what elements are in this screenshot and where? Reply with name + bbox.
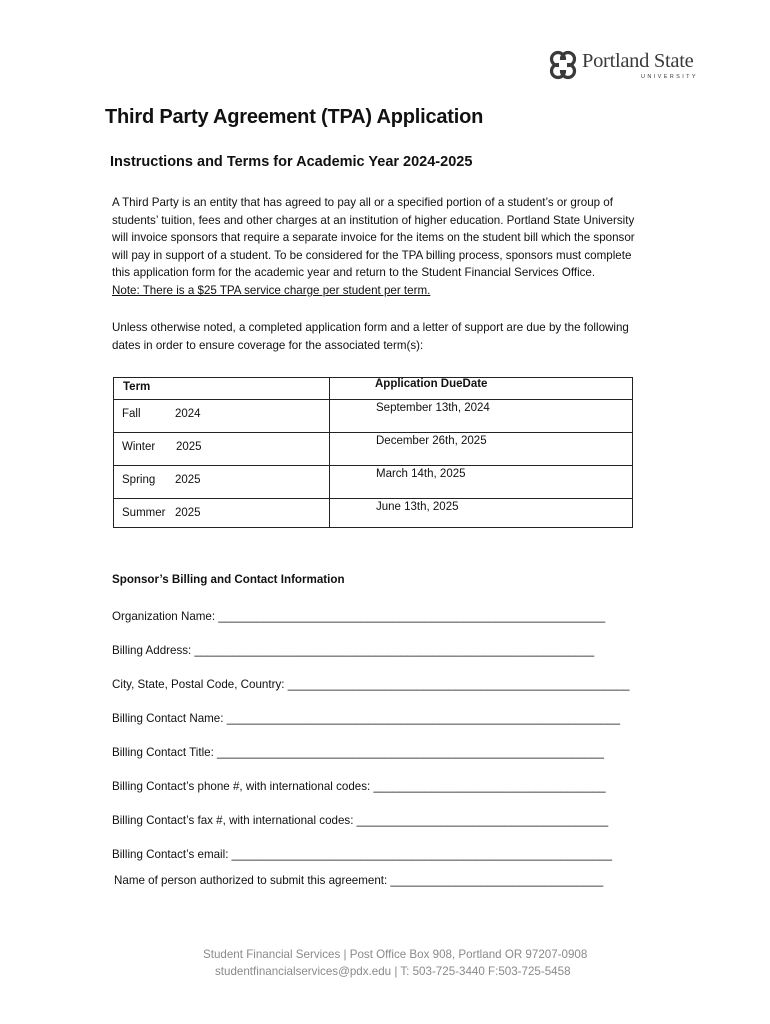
term-year: 2025 bbox=[175, 507, 201, 519]
authorized-person-field[interactable]: Name of person authorized to submit this agreement: _________________________________ bbox=[114, 874, 604, 887]
city-state-postal-country-field[interactable]: City, State, Postal Code, Country: _____________________________________________________ bbox=[112, 678, 630, 691]
section-title: Instructions and Terms for Academic Year 2024-2025 bbox=[110, 154, 473, 170]
intro-paragraph bbox=[112, 194, 702, 300]
intro-line: students’ tuition, fees and other charges at an institution of higher education. Portland State University bbox=[112, 213, 635, 227]
due-date: March 14th, 2025 bbox=[376, 468, 466, 480]
billing-contact-fax-field[interactable]: Billing Contact’s fax #, with international codes: _______________________________________ bbox=[112, 814, 609, 827]
table-row bbox=[114, 399, 632, 433]
due-date: December 26th, 2025 bbox=[376, 435, 487, 447]
footer-address: Student Financial Services | Post Office Box 908, Portland OR 97207-0908 bbox=[203, 948, 588, 961]
table-header-term: Term bbox=[123, 381, 151, 393]
logo-subtitle: UNIVERSITY bbox=[641, 74, 699, 80]
term-deadline-table bbox=[113, 377, 633, 528]
term-year: 2024 bbox=[175, 408, 201, 420]
table-header-due-date: Application DueDate bbox=[375, 378, 488, 390]
term-name: Spring bbox=[122, 474, 156, 486]
service-charge-note: Note: There is a $25 TPA service charge per student per term. bbox=[112, 283, 431, 297]
term-year: 2025 bbox=[176, 441, 202, 453]
deadline-line: Unless otherwise noted, a completed application form and a letter of support are due by the following bbox=[112, 321, 629, 334]
deadline-line: dates in order to ensure coverage for the associated term(s): bbox=[112, 338, 424, 352]
due-date: September 13th, 2024 bbox=[376, 402, 490, 414]
billing-contact-title-field[interactable]: Billing Contact Title: ____________________________________________________________ bbox=[112, 746, 604, 759]
portland-state-logo-mark-icon bbox=[546, 48, 580, 82]
billing-contact-name-field[interactable]: Billing Contact Name: _____________________________________________________________ bbox=[112, 712, 621, 725]
term-name: Winter bbox=[122, 441, 156, 453]
billing-contact-email-field[interactable]: Billing Contact’s email: ___________________________________________________________ bbox=[112, 848, 613, 861]
term-year: 2025 bbox=[175, 474, 201, 486]
term-name: Summer bbox=[122, 507, 166, 519]
organization-name-field[interactable]: Organization Name: ____________________________________________________________ bbox=[112, 610, 606, 623]
due-date: June 13th, 2025 bbox=[376, 501, 459, 513]
table-row bbox=[114, 498, 632, 529]
deadline-paragraph bbox=[112, 319, 702, 354]
logo-name: Portland State bbox=[582, 50, 694, 72]
intro-line: will pay in support of a student. To be considered for the TPA billing process, sponsors must complete bbox=[112, 248, 632, 262]
page-title: Third Party Agreement (TPA) Application bbox=[105, 106, 484, 128]
university-logo bbox=[546, 46, 706, 86]
intro-line: this application form for the academic year and return to the Student Financial Services Office. bbox=[112, 266, 596, 280]
table-row bbox=[114, 432, 632, 466]
intro-line: A Third Party is an entity that has agreed to pay all or a specified portion of a student’s or group of bbox=[112, 196, 613, 209]
billing-section-title: Sponsor’s Billing and Contact Information bbox=[112, 573, 345, 586]
billing-address-field[interactable]: Billing Address: ______________________________________________________________ bbox=[112, 644, 595, 657]
intro-line: will invoice sponsors that require a separate invoice for the items on the student bill which the sponsor bbox=[112, 231, 635, 245]
table-row bbox=[114, 465, 632, 499]
footer-contact: studentfinancialservices@pdx.edu | T: 503-725-3440 F:503-725-5458 bbox=[215, 965, 571, 978]
term-name: Fall bbox=[122, 408, 141, 420]
billing-contact-phone-field[interactable]: Billing Contact’s phone #, with international codes: ____________________________________ bbox=[112, 780, 606, 793]
